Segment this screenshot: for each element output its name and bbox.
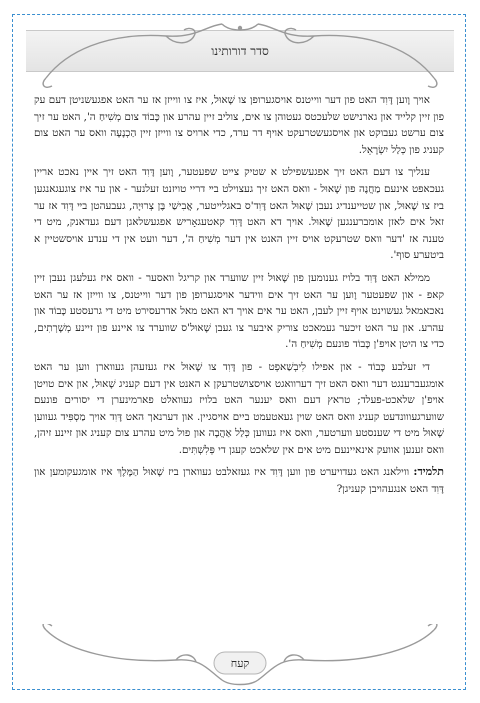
footer-ornament-icon	[26, 624, 454, 688]
running-header-title: סדר דורותינו	[211, 44, 269, 58]
page-number: קעח	[230, 657, 250, 670]
page-header	[26, 22, 454, 92]
student-question	[34, 464, 444, 497]
page-footer	[26, 624, 454, 688]
student-question-text: ווילאנג האט געדויערט פון ווען דָּוִד איז געזאלבט געווארן ביז שָׁאוּל הַמֶּלֶךְ איז אומגעקומען און דָּוִד האט אנגעהויבן קעניגן?	[34, 466, 444, 496]
student-label: תלמיד:	[413, 465, 445, 479]
main-text	[34, 92, 444, 504]
paragraph-2: ענליך צו דעם האט זיך אפגעשפילט א שטיק צייט שפעטער, וָוען דָּוִד האט זיך איין נאכט אריין געכאפט אינעם מַחֲנֶה פון שָׁאוּל - וואס האט זיך געצוילט בײ דריי טויזנט זעלנער - און ער איז צוגעגאנגען ביז צו שָׁאוּל, און שטייענדיג נעבן שָׁאוּל האט דָּוִד'ס באגלייטער, אֲבִישַׁי בֶּן צְרוּיָה, געבעהטן בײ דָּוִד אז ער זאל אים לאזן אומברענגען שָׁאוּל. אויך דא האט דָּוִד קאטעגאָריש אפגעשלאגן דעם געדאנק, מיט די טענה אז 'דער וואס שטרעקט אויס זיין האנט אין דער מְשִׁיחַ ה', דער וועט אין די ענדע אויסשטיין א ביטערע סוף'.	[34, 166, 444, 262]
paragraph-1: אויך וָוען דָּוִד האט פון דער ווייטנס אויסגערופן צו שָׁאוּל, איז צו ווייזן אז ער האט אפגעשניטן דעם עק פון זיין קלייד און גארנישט שלעכטס געטוהן צו אים, צוליב זיין עהרע און כָּבוֹד צום מְשִׁיחַ ה', האט ער זיך צום ערשט געבוקט און אויסגעשטרעקט אויף דר ערד, כדי ארויס צו ווייזן זיין הַכְנָעָה וואס ער האט צום קעניג פון כְּלַל יִשְׂרָאֵל.	[34, 94, 444, 156]
paragraph-4: די זעלבע כָּבוֹד - און אפילו לִיבְשַׁאפְט - פון דָּוִד צו שָׁאוּל איז געזעהן געווארן ווען ער האט אומגעברענגט דער וואס האט זיך דערוואגט אויסצושטרעקן א האנט אין דעם קעניג שָׁאוּל, און אים טויטן אויפ'ן שלאכט-פעלד; טראץ דעם וואס יענער האט בלויז געוואלט פארמינערן די יסורים פונעם שווערגעווונדעט קעניג וואס האט שוין געאטעמט ביים אויסגיין. און דערנאך האט דָּוִד אויך מַסְפִּיד געווען שָׁאוּל מיט די שענסטע ווערטער, וואס איז געווען כְּלַל אַהֲבָה און פול מיט עהרע צום קעניג און זיינע זיהן, וואס זענען אוועק אינאיינעם מיט אים אין שלאכט קעגן די פְּלִשְׁתִּים.	[34, 360, 444, 456]
paragraph-3: ממילא האט דָּוִד בלויז גענומען פון שָׁאוּל זיין שווערד און קריגל וואסער - וואס איז געלעגן נעבן זיין קאפ - און שפעטער וָוען ער האט זיך אים ווידער אויסגערופן פון דער ווייטנס, צו ווייזן אז ער האט נאכאמאל געשוינט אויף זיין לעבן, האט ער אים אויך דא האט מאל אדרעסירט מיט די גרעסטע כָּבוֹד און עהרע. און ער האט זיכער געמאכט צוריק איבער צו געבן שָׁאוּל'ס שווערד צו איינע פון זיינע מְשָׁרְתִים, כדי צו היטן אויפ'ן כָּבוֹד פונעם מְשִׁיחַ ה'.	[34, 271, 444, 351]
